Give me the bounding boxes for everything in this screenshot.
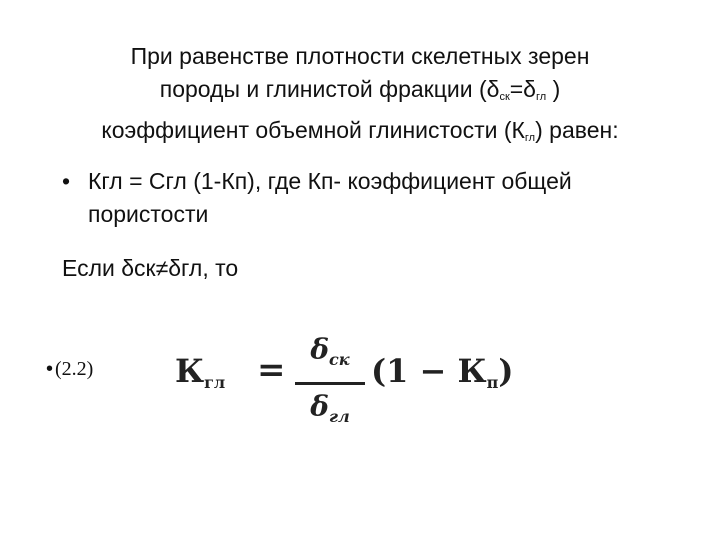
fraction-bar bbox=[295, 382, 365, 385]
formula bbox=[175, 330, 555, 430]
equation-bullet-marker: • bbox=[46, 358, 54, 380]
formula-equals: = bbox=[257, 350, 286, 390]
formula-lhs bbox=[175, 352, 225, 392]
delta-sk-subscript: ск bbox=[499, 91, 510, 103]
equation-number-label: (2.2) bbox=[55, 358, 94, 380]
title-line-3 bbox=[40, 114, 680, 155]
formula-fraction bbox=[295, 330, 365, 437]
title-line-3-end: ) равен: bbox=[535, 117, 619, 143]
formula-lhs-k: К bbox=[175, 352, 205, 390]
slide-title bbox=[40, 40, 680, 155]
title-line-1: При равенстве плотности скелетных зерен bbox=[130, 43, 590, 69]
formula-lhs-sub: гл bbox=[204, 373, 226, 392]
title-line-2-close: ) bbox=[546, 76, 561, 102]
title-line-2-text: породы и глинистой фракции (δ bbox=[159, 76, 500, 102]
delta-gl-subscript: гл bbox=[535, 91, 547, 103]
numerator-delta: δ bbox=[310, 333, 330, 366]
numerator-sub: ск bbox=[329, 350, 350, 369]
equation-number bbox=[46, 358, 93, 381]
formula-numerator bbox=[295, 330, 365, 380]
condition-text: Если δск≠δгл, то bbox=[62, 255, 239, 281]
bullet-item bbox=[62, 165, 682, 231]
title-line-3-text: коэффициент объемной глинистости (К bbox=[101, 117, 525, 143]
formula-rhs-sub: п bbox=[486, 373, 499, 392]
denominator-delta: δ bbox=[310, 390, 329, 423]
title-line-2 bbox=[40, 73, 680, 114]
k-gl-subscript: гл bbox=[524, 132, 536, 144]
bullet-text: Кгл = Сгл (1-Кп), где Кп- коэффициент общей пористости bbox=[88, 168, 572, 227]
formula-rhs-close: ) bbox=[498, 352, 514, 390]
formula-denominator bbox=[295, 387, 365, 437]
bullet-marker: • bbox=[62, 168, 71, 194]
title-line-2-equals: =δ bbox=[509, 76, 536, 102]
denominator-sub: гл bbox=[328, 407, 350, 426]
formula-rhs-open: (1 − К bbox=[371, 352, 487, 390]
formula-rhs bbox=[371, 352, 513, 392]
